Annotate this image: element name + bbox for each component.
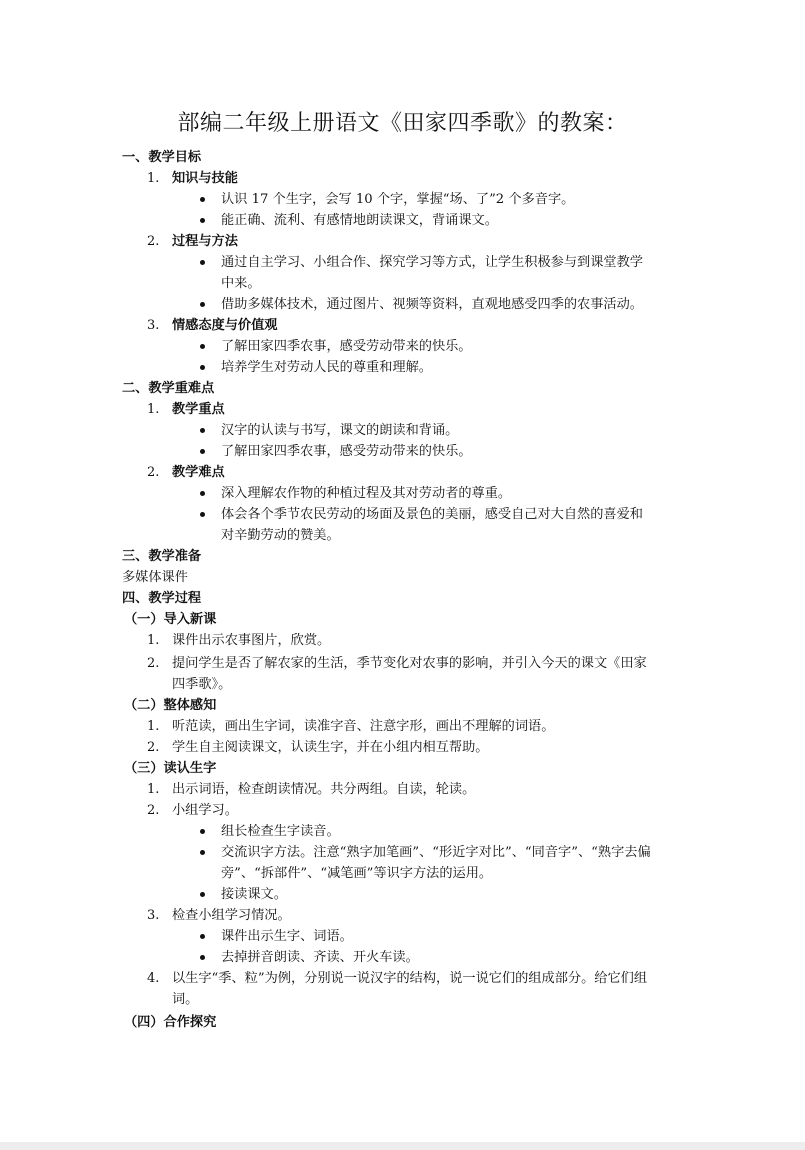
list-number: 3. <box>147 908 160 923</box>
list-item-continuation: 对辛勤劳动的赞美。 <box>221 528 340 543</box>
list-item-continuation: 四季歌》。 <box>172 677 232 692</box>
list-item-continuation: 旁”、“拆部件”、“减笔画”等识字方法的运用。 <box>221 866 493 881</box>
subsection-heading: 教学难点 <box>172 465 225 480</box>
list-item: 能正确、流利、有感情地朗读课文，背诵课文。 <box>221 213 498 228</box>
list-item: 课件出示生字、词语。 <box>221 929 353 944</box>
list-item: 深入理解农作物的种植过程及其对劳动者的尊重。 <box>221 486 512 501</box>
list-number: 2. <box>147 740 160 755</box>
bullet-icon <box>200 892 205 897</box>
list-number: 1. <box>147 402 160 417</box>
bullet-icon <box>200 934 205 939</box>
part-heading: （四）合作探究 <box>124 1015 217 1030</box>
list-number: 2. <box>147 234 160 249</box>
list-item: 检查小组学习情况。 <box>172 908 291 923</box>
list-item: 课件出示农事图片，欣赏。 <box>172 633 331 648</box>
list-item: 了解田家四季农事，感受劳动带来的快乐。 <box>221 444 472 459</box>
part-heading: （二）整体感知 <box>124 698 217 713</box>
list-item: 小组学习。 <box>172 803 238 818</box>
list-item: 借助多媒体技术，通过图片、视频等资料，直观地感受四季的农事活动。 <box>221 297 643 312</box>
list-item: 通过自主学习、小组合作、探究学习等方式，让学生积极参与到课堂教学 <box>221 255 643 270</box>
subsection-heading: 知识与技能 <box>172 171 238 186</box>
list-item: 去掉拼音朗读、齐读、开火车读。 <box>221 950 419 965</box>
part-heading: （一）导入新课 <box>124 612 217 627</box>
bullet-icon <box>200 365 205 370</box>
bullet-icon <box>200 491 205 496</box>
list-number: 4. <box>147 971 160 986</box>
list-item: 以生字“季、粒”为例，分别说一说汉字的结构，说一说它们的组成部分。给它们组 <box>172 971 648 986</box>
document-title: 部编二年级上册语文《田家四季歌》的教案： <box>177 111 628 136</box>
bullet-icon <box>200 428 205 433</box>
list-number: 1. <box>147 633 160 648</box>
list-number: 1. <box>147 171 160 186</box>
list-item-continuation: 词。 <box>172 992 199 1007</box>
section-heading: 三、教学准备 <box>122 549 202 564</box>
bullet-icon <box>200 829 205 834</box>
list-item: 培养学生对劳动人民的尊重和理解。 <box>221 360 432 375</box>
list-item: 学生自主阅读课文，认读生字，并在小组内相互帮助。 <box>172 740 489 755</box>
list-item: 交流识字方法。注意“熟字加笔画”、“形近字对比”、“同音字”、“熟字去偏 <box>221 845 651 860</box>
section-heading: 二、教学重难点 <box>122 381 215 396</box>
list-item: 听范读，画出生字词，读准字音、注意字形，画出不理解的词语。 <box>172 719 555 734</box>
bullet-icon <box>200 850 205 855</box>
list-item: 组长检查生字读音。 <box>221 824 340 839</box>
list-number: 3. <box>147 318 160 333</box>
bullet-icon <box>200 218 205 223</box>
list-item: 了解田家四季农事，感受劳动带来的快乐。 <box>221 339 472 354</box>
list-item: 接读课文。 <box>221 887 287 902</box>
bullet-icon <box>200 955 205 960</box>
list-item: 提问学生是否了解农家的生活，季节变化对农事的影响，并引入今天的课文《田家 <box>172 656 647 671</box>
list-number: 1. <box>147 719 160 734</box>
section-heading: 四、教学过程 <box>122 591 202 606</box>
list-item: 体会各个季节农民劳动的场面及景色的美丽，感受自己对大自然的喜爱和 <box>221 507 643 522</box>
bullet-icon <box>200 449 205 454</box>
list-number: 2. <box>147 465 160 480</box>
list-number: 1. <box>147 782 160 797</box>
list-item: 认识 17 个生字，会写 10 个字，掌握“场、了”2 个多音字。 <box>221 192 575 207</box>
section-heading: 一、教学目标 <box>122 150 202 165</box>
part-heading: （三）读认生字 <box>124 761 217 776</box>
list-number: 2. <box>147 803 160 818</box>
subsection-heading: 情感态度与价值观 <box>172 318 278 333</box>
list-number: 2. <box>147 656 160 671</box>
list-item: 汉字的认读与书写，课文的朗读和背诵。 <box>221 423 459 438</box>
bullet-icon <box>200 260 205 265</box>
subsection-heading: 教学重点 <box>172 402 225 417</box>
bullet-icon <box>200 197 205 202</box>
bullet-icon <box>200 344 205 349</box>
bullet-icon <box>200 512 205 517</box>
bullet-icon <box>200 302 205 307</box>
paragraph: 多媒体课件 <box>122 570 188 585</box>
list-item-continuation: 中来。 <box>221 276 261 291</box>
list-item: 出示词语，检查朗读情况。共分两组。自读，轮读。 <box>172 782 476 797</box>
subsection-heading: 过程与方法 <box>172 234 238 249</box>
